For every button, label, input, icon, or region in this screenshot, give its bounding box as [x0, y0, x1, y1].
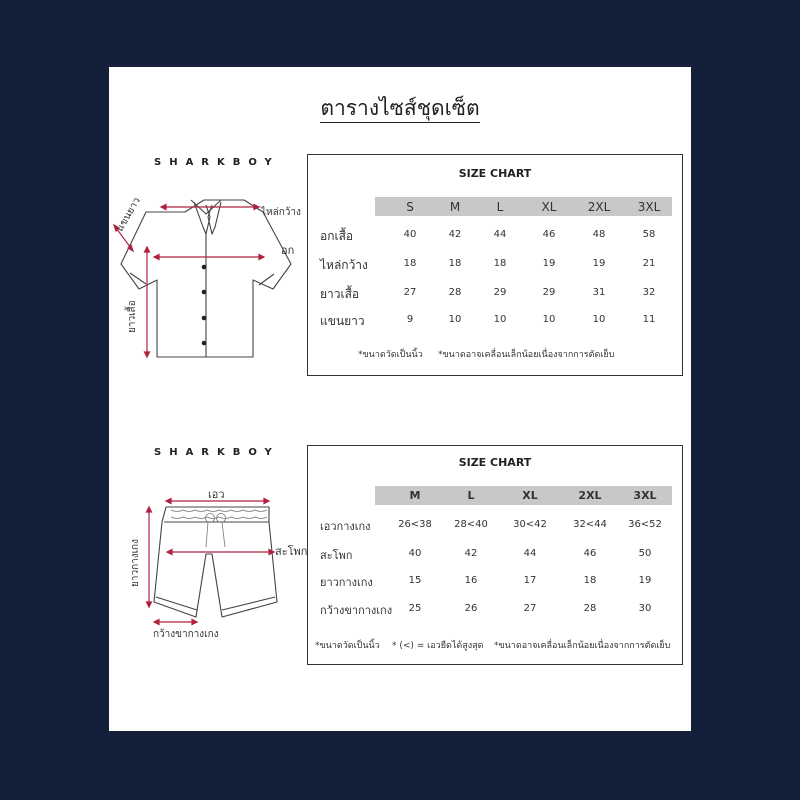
- shorts-chart-title: SIZE CHART: [458, 456, 532, 469]
- shorts-row-label: สะโพก: [320, 549, 353, 562]
- shirt-size-header: 3XL: [637, 200, 661, 214]
- label-hip: สะโพก: [275, 545, 308, 558]
- shorts-note-tolerance: *ขนาดอาจเคลื่อนเล็กน้อยเนื่องจากการตัดเย็บ: [494, 641, 671, 651]
- shorts-table-cell: 17: [523, 575, 537, 586]
- shirt-table-cell: 10: [448, 314, 462, 325]
- shirt-table-cell: 10: [592, 314, 606, 325]
- shorts-table-cell: 44: [523, 548, 537, 559]
- shirt-table-cell: 19: [542, 258, 556, 269]
- shorts-table-cell: 15: [408, 575, 422, 586]
- shirt-table-cell: 48: [592, 229, 606, 240]
- label-length: ยาวเสื้อ: [127, 300, 138, 333]
- shirt-chart-title: SIZE CHART: [458, 167, 532, 180]
- shirt-note-tolerance: *ขนาดอาจเคลื่อนเล็กน้อยเนื่องจากการตัดเย็บ: [438, 350, 615, 360]
- label-waist: เอว: [208, 488, 225, 501]
- shorts-table-cell: 28<40: [454, 519, 488, 530]
- shorts-table-cell: 30<42: [513, 519, 547, 530]
- shirt-table-cell: 27: [403, 287, 417, 298]
- shirt-table-cell: 31: [592, 287, 606, 298]
- shirt-size-header: XL: [541, 200, 557, 214]
- shorts-size-chart: [307, 445, 683, 665]
- shorts-table-cell: 16: [464, 575, 478, 586]
- shirt-size-header: M: [449, 200, 461, 214]
- label-chest: อก: [281, 244, 295, 257]
- shorts-note-waist: * (<) = เอวยืดได้สูงสุด: [392, 641, 484, 651]
- shirt-table-cell: 18: [403, 258, 417, 269]
- shirt-table-cell: 28: [448, 287, 462, 298]
- shirt-table-cell: 21: [642, 258, 656, 269]
- shorts-size-header: 3XL: [633, 489, 657, 502]
- size-guide-sheet: [109, 67, 691, 731]
- shorts-table-cell: 19: [638, 575, 652, 586]
- label-leg-width: กว้างขากางเกง: [153, 629, 219, 640]
- shirt-note-unit: *ขนาดวัดเป็นนิ้ว: [358, 350, 423, 360]
- shorts-note-unit: *ขนาดวัดเป็นนิ้ว: [315, 641, 380, 651]
- shirt-table-cell: 29: [542, 287, 556, 298]
- shorts-table-cell: 26<38: [398, 519, 432, 530]
- shorts-size-header: 2XL: [578, 489, 602, 502]
- shirt-table-cell: 29: [493, 287, 507, 298]
- shorts-table-cell: 18: [583, 575, 597, 586]
- shirt-table-cell: 18: [493, 258, 507, 269]
- shirt-size-header: S: [406, 200, 414, 214]
- shorts-table-cell: 28: [583, 603, 597, 614]
- shirt-table-cell: 44: [493, 229, 507, 240]
- shorts-table-cell: 26: [464, 603, 478, 614]
- shirt-table-cell: 11: [642, 314, 656, 325]
- shirt-row-label: แขนยาว: [320, 314, 365, 328]
- shorts-table-cell: 27: [523, 603, 537, 614]
- shorts-row-label: ยาวกางเกง: [320, 576, 373, 589]
- shirt-table-cell: 58: [642, 229, 656, 240]
- shirt-table-cell: 32: [642, 287, 656, 298]
- shorts-row-label: เอวกางเกง: [320, 520, 371, 533]
- shorts-row-label: กว้างขากางเกง: [320, 604, 393, 617]
- shirt-table-cell: 19: [592, 258, 606, 269]
- label-sleeve: แขนยาว: [114, 195, 143, 234]
- shorts-table-cell: 40: [408, 548, 422, 559]
- label-shoulder: ไหล่กว้าง: [261, 207, 301, 218]
- shorts-table-cell: 42: [464, 548, 478, 559]
- shorts-table-cell: 36<52: [628, 519, 662, 530]
- shorts-table-cell: 25: [408, 603, 422, 614]
- shirt-row-label: ไหล่กว้าง: [320, 258, 368, 272]
- label-shorts-length: ยาวกางเกง: [130, 539, 141, 587]
- shorts-table-cell: 30: [638, 603, 652, 614]
- shorts-size-header: XL: [522, 489, 538, 502]
- shorts-table-cell: 46: [583, 548, 597, 559]
- shirt-table-cell: 46: [542, 229, 556, 240]
- shirt-table-cell: 18: [448, 258, 462, 269]
- shirt-size-header: 2XL: [587, 200, 611, 214]
- shirt-table-cell: 10: [493, 314, 507, 325]
- shirt-table-cell: 10: [542, 314, 556, 325]
- shirt-row-label: อกเสื้อ: [320, 229, 354, 243]
- shorts-table-cell: 32<44: [573, 519, 607, 530]
- shirt-table-cell: 42: [448, 229, 462, 240]
- shorts-size-header: M: [409, 489, 421, 502]
- brand-logo-shirt: SHARKBOY: [154, 157, 280, 168]
- shorts-size-header: L: [467, 489, 475, 502]
- shirt-table-cell: 9: [406, 314, 414, 325]
- shirt-table-cell: 40: [403, 229, 417, 240]
- shirt-size-header: L: [496, 200, 504, 214]
- brand-logo-shorts: SHARKBOY: [154, 447, 280, 458]
- page-title: ตารางไซส์ชุดเซ็ต: [109, 92, 691, 125]
- shorts-table-cell: 50: [638, 548, 652, 559]
- shirt-row-label: ยาวเสื้อ: [320, 287, 360, 301]
